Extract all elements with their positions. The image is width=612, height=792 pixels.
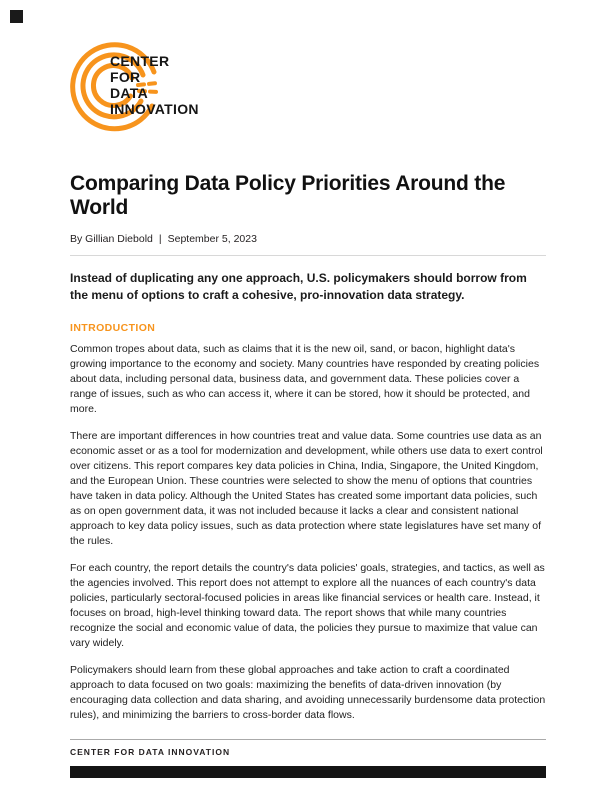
byline-author: By Gillian Diebold [70,233,153,245]
logo-wordmark [110,54,199,118]
center-for-data-innovation-logo [70,42,290,142]
report-lede: Instead of duplicating any one approach, U.S. policymakers should borrow from the menu of options to craft a cohesive, pro-innovation data strategy. [70,271,527,303]
report-title: Comparing Data Policy Priorities Around the World [70,172,506,219]
footer-org-name: CENTER FOR DATA INNOVATION [70,747,231,757]
introduction-paragraph-3: For each country, the report details the country's data policies' goals, strategies, and tactics, as well as the agencies involved. This report does not attempt to explore all the nuances of each country's data policies, particularly sectoral-focused policies in areas like financial services or health care. Instead, it focuses on broad, high-level thinking toward data. The report shows that while many countries recognize the social and economic value of data, the policies they pursue to maximize that value can vary widely. [70,561,545,649]
byline-date: September 5, 2023 [167,233,257,245]
introduction-paragraph-4: Policymakers should learn from these global approaches and take action to craft a coordinated approach to data focused on two goals: maximizing the benefits of data-driven innovation (by encouraging data collection and data sharing, and avoiding unnecessarily burdensome data protection rules), and minimizing the barriers to cross-border data flows. [70,663,546,721]
footer-divider [70,739,546,740]
introduction-paragraph-1: Common tropes about data, such as claims that it is the new oil, sand, or bacon, highlight data's growing importance to the economy and society. Many countries have responded by creating policies about data, including personal data, business data, and government data. These policies cover a range of issues, such as who can access it, where it can be stored, how it should be protected, and more. [70,342,540,415]
logo-line-center: CENTER [110,53,170,69]
logo-line-for: FOR [110,68,141,85]
report-body [70,172,546,735]
logo-line-data: DATA [110,84,149,101]
logo-line-innovation: INNOVATION [110,100,199,117]
introduction-paragraph-2: There are important differences in how countries treat and value data. Some countries use data as an economic asset or as a tool for modernization and development, while others use data to exert control over citizens. This report compares key data policies in China, India, Singapore, the United Kingdom, and the European Union. These countries were selected to show the menu of options that countries have taken in data policy. Although the United States has created some important data policies, such as on open government data, it was not included because it lacks a clear and consistent national approach to key data policy issues, such as data protection where state legislatures have set many of the rules. [70,429,543,547]
byline-separator: | [158,233,162,245]
footer-black-bar [70,766,546,778]
page-footer [70,739,546,778]
byline-divider [70,255,546,256]
section-heading-introduction: INTRODUCTION [70,321,156,334]
byline [70,233,546,245]
page-corner-mark [10,10,23,23]
